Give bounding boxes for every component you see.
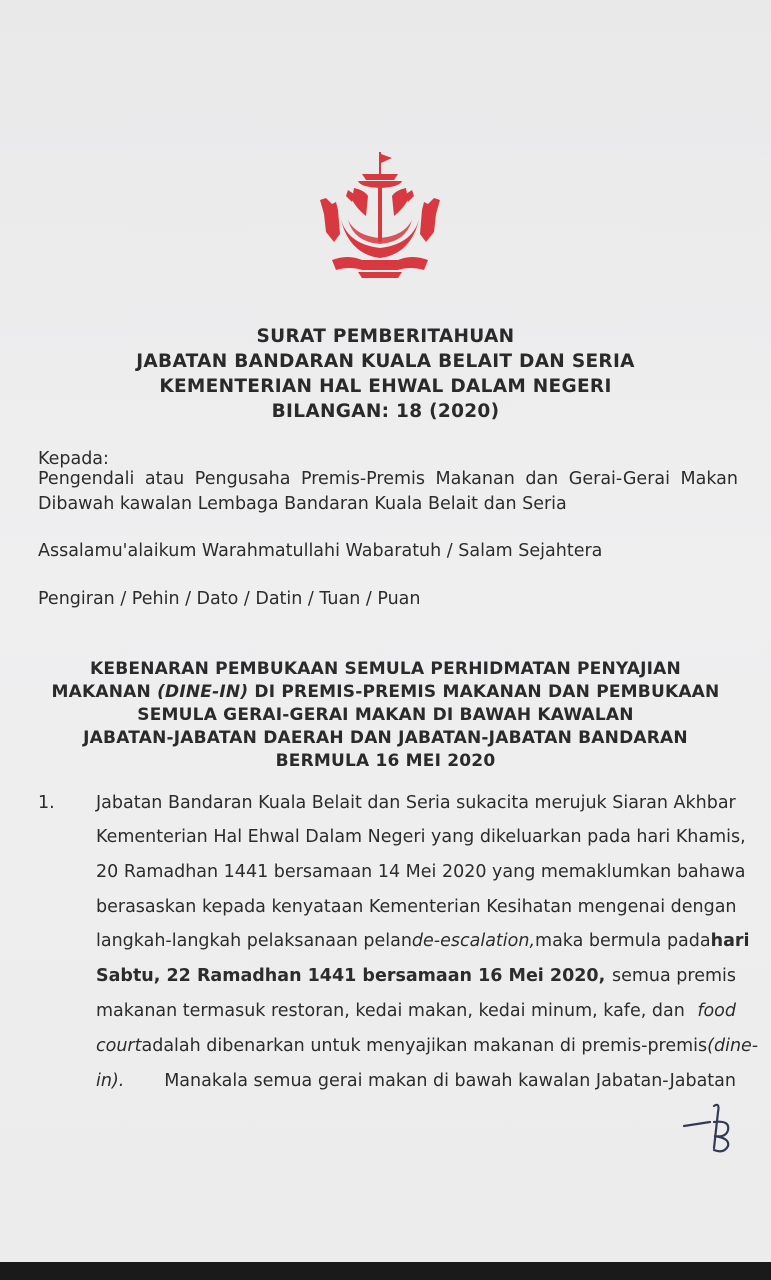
brunei-crest-icon xyxy=(318,150,442,280)
paragraph-line: court adalah dibenarkan untuk menyajikan makanan di premis-premis (dine- xyxy=(96,1036,759,1056)
paragraph-line: langkah-langkah pelaksanaan pelan de-escalation, maka bermula pada hari xyxy=(96,931,750,951)
handwritten-initial-icon xyxy=(680,1100,740,1155)
title-line-5: BERMULA 16 MEI 2020 xyxy=(275,751,496,771)
salutation: Pengiran / Pehin / Dato / Datin / Tuan / Puan xyxy=(38,589,421,609)
paragraph-line: Jabatan Bandaran Kuala Belait dan Seria sukacita merujuk Siaran Akhbar xyxy=(96,793,736,813)
title-line-3: SEMULA GERAI-GERAI MAKAN DI BAWAH KAWALAN xyxy=(137,705,634,725)
paragraph-line: makanan termasuk restoran, kedai makan, kedai minum, kafe, dan food xyxy=(96,1001,736,1021)
recipient-line-2: Dibawah kawalan Lembaga Bandaran Kuala Belait dan Seria xyxy=(38,494,567,514)
paragraph-line: in). Manakala semua gerai makan di bawah kawalan Jabatan-Jabatan xyxy=(96,1071,736,1091)
paragraph-line: Sabtu, 22 Ramadhan 1441 bersamaan 16 Mei 2020, semua premis xyxy=(96,966,736,986)
title-line-4: JABATAN-JABATAN DAERAH DAN JABATAN-JABATAN BANDARAN xyxy=(83,728,688,748)
paragraph-number: 1. xyxy=(38,793,55,813)
notice-number: BILANGAN: 18 (2020) xyxy=(271,401,500,422)
recipient-label: Kepada: xyxy=(38,449,109,469)
title-line-2: MAKANAN (DINE-IN) DI PREMIS-PREMIS MAKANAN DAN PEMBUKAAN xyxy=(51,682,720,702)
ministry-heading: KEMENTERIAN HAL EHWAL DALAM NEGERI xyxy=(159,376,612,397)
paragraph-line: 20 Ramadhan 1441 bersamaan 14 Mei 2020 yang memaklumkan bahawa xyxy=(96,862,746,882)
recipient-line-1: Pengendali atau Pengusaha Premis-Premis Makanan dan Gerai-Gerai Makan xyxy=(38,469,738,489)
title-line-1: KEBENARAN PEMBUKAAN SEMULA PERHIDMATAN PENYAJIAN xyxy=(90,659,681,679)
department-heading: JABATAN BANDARAN KUALA BELAIT DAN SERIA xyxy=(136,351,635,372)
paragraph-line: berasaskan kepada kenyataan Kementerian Kesihatan mengenai dengan xyxy=(96,897,737,917)
notice-heading: SURAT PEMBERITAHUAN xyxy=(256,326,515,347)
paragraph-line: Kementerian Hal Ehwal Dalam Negeri yang dikeluarkan pada hari Khamis, xyxy=(96,827,746,847)
page-bottom-edge xyxy=(0,1262,771,1280)
greeting: Assalamu'alaikum Warahmatullahi Wabaratuh / Salam Sejahtera xyxy=(38,541,603,561)
